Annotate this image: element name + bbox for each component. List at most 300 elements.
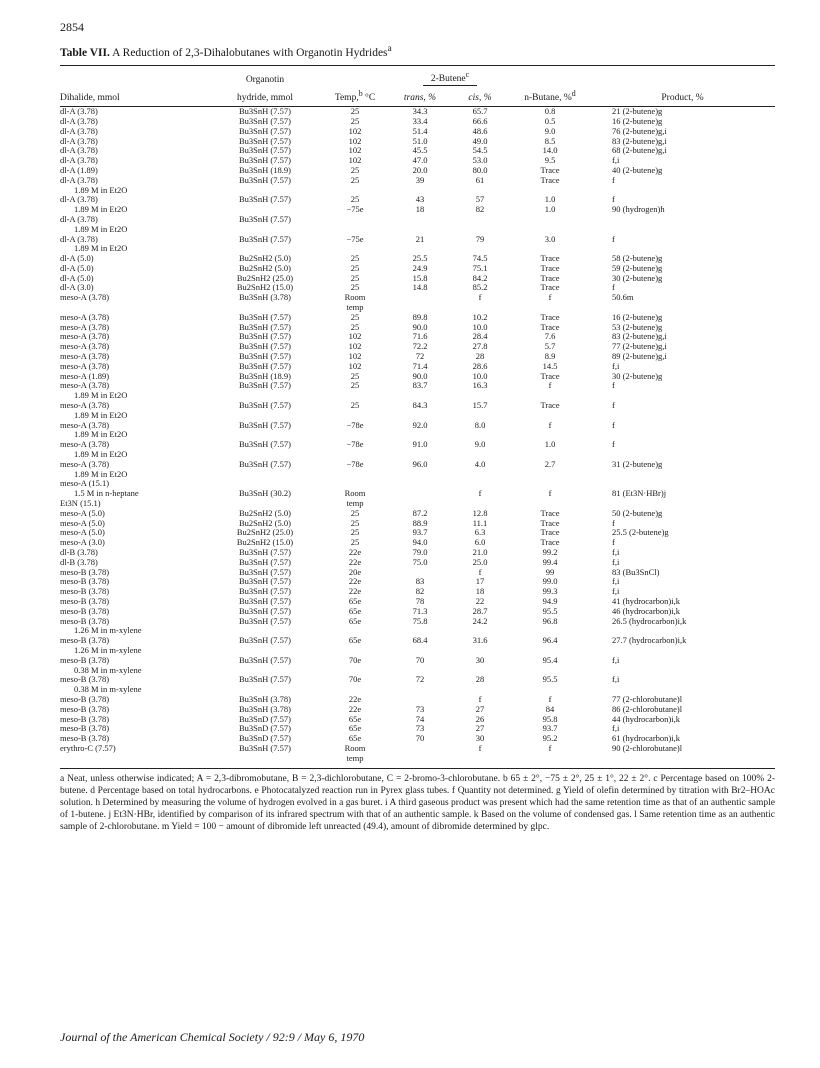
cell-trans [390, 685, 450, 695]
cell-organotin [210, 499, 320, 509]
cell-product: 83 (Bu3SnCl) [612, 567, 660, 577]
cell-organotin [210, 666, 320, 676]
cell-nbutane [510, 430, 590, 440]
cell-trans: 75.0 [412, 557, 428, 567]
cell-dihalide: 1.89 M in Et2O [74, 224, 128, 234]
cell-cis [450, 685, 510, 695]
cell-nbutane: 8.9 [544, 352, 556, 362]
cell-cis: 28 [475, 352, 485, 362]
cell-nbutane: 1.0 [544, 440, 556, 450]
cell-trans [390, 666, 450, 676]
cell-temp: 102 [348, 361, 362, 371]
table-row [60, 685, 775, 695]
cell-product [590, 430, 775, 440]
cell-cis: 15.7 [472, 401, 488, 411]
cell-nbutane: f [548, 489, 552, 499]
table-row [60, 626, 775, 636]
cell-trans: 93.7 [412, 528, 428, 538]
cell-organotin: Bu3SnH (7.57) [239, 361, 291, 371]
cell-product: 30 (2-butene)g [612, 371, 663, 381]
cell-organotin: Bu3SnH (7.57) [239, 332, 291, 342]
cell-nbutane [510, 685, 590, 695]
cell-trans [390, 430, 450, 440]
cell-temp: 65e [348, 596, 362, 606]
cell-dihalide: dl-B (3.78) [60, 548, 98, 557]
cell-temp [320, 479, 390, 489]
cell-temp: 25 [350, 263, 360, 273]
cell-trans [390, 225, 450, 235]
cell-product: f [612, 440, 615, 450]
cis-header: cis, % [450, 88, 510, 107]
cell-organotin: Bu2SnH2 (25.0) [236, 273, 294, 283]
cell-organotin: Bu3SnH (7.57) [239, 175, 291, 185]
cell-product: 25.5 (2-butene)g [612, 528, 669, 538]
cell-dihalide: meso-B (3.78) [60, 714, 110, 724]
cell-nbutane: 95.4 [542, 655, 558, 665]
cell-cis: 24.2 [472, 616, 488, 626]
table-row [60, 332, 775, 342]
cell-trans: 87.2 [412, 508, 428, 518]
cell-cis: 28.4 [472, 332, 488, 342]
table-row [60, 352, 775, 362]
cell-trans: 92.0 [412, 420, 428, 430]
organotin-header-line1: Organotin [210, 65, 320, 88]
cell-dihalide: dl-A (3.78) [60, 175, 98, 185]
cell-product: 50.6m [612, 293, 634, 303]
cell-product: 83 (2-butene)g,i [612, 136, 667, 146]
cell-temp [320, 430, 390, 440]
cell-cis [450, 225, 510, 235]
cell-dihalide: 1.89 M in Et2O [74, 430, 128, 440]
cell-nbutane: 99 [545, 567, 555, 577]
cell-dihalide: 1.89 M in Et2O [74, 410, 128, 420]
cell-cis: 31.6 [472, 636, 488, 646]
cell-dihalide: meso-A (3.0) [60, 538, 105, 548]
cell-dihalide [60, 754, 210, 764]
cell-organotin [210, 225, 320, 235]
cell-nbutane [510, 499, 590, 509]
cell-trans [390, 568, 450, 578]
cell-cis: 21.0 [472, 548, 488, 557]
cell-dihalide: dl-A (3.78) [60, 195, 98, 205]
table-row [60, 558, 775, 568]
cell-cis: 18 [475, 587, 485, 597]
cell-dihalide: meso-A (3.78) [60, 312, 110, 322]
cell-dihalide: 1.89 M in Et2O [74, 391, 128, 401]
table-row [60, 342, 775, 352]
cell-nbutane: Trace [540, 528, 560, 538]
cell-organotin [210, 430, 320, 440]
cell-product: 90 (hydrogen)h [612, 205, 665, 215]
cell-dihalide: meso-A (3.78) [60, 352, 110, 362]
cell-product: f [612, 420, 615, 430]
cell-dihalide: dl-A (5.0) [60, 263, 94, 273]
cell-cis: 28.6 [472, 361, 488, 371]
cell-nbutane: 0.8 [544, 106, 556, 117]
cell-dihalide: meso-A (3.78) [60, 401, 110, 411]
cell-trans: 33.4 [412, 116, 428, 126]
cell-dihalide: meso-A (3.78) [60, 332, 110, 342]
cell-temp: 22e [348, 694, 362, 704]
cell-dihalide: dl-A (3.78) [60, 214, 98, 224]
cell-temp: 25 [350, 528, 360, 538]
cell-product: f [612, 518, 615, 528]
cell-trans [390, 744, 450, 754]
cell-dihalide: dl-A (3.78) [60, 156, 98, 166]
cell-product [590, 244, 775, 254]
cell-nbutane [510, 450, 590, 460]
cell-product: 90 (2-chlorobutane)l [612, 743, 683, 753]
table-row [60, 137, 775, 147]
cell-trans: 94.0 [412, 538, 428, 548]
table-row [60, 225, 775, 235]
cell-temp: 102 [348, 136, 362, 146]
cell-temp: 25 [350, 116, 360, 126]
table-row [60, 450, 775, 460]
cell-nbutane: 9.5 [544, 156, 556, 166]
cell-temp: 102 [348, 146, 362, 156]
table-row [60, 283, 775, 293]
table-row [60, 705, 775, 715]
cell-trans: 78 [415, 596, 425, 606]
table-row [60, 107, 775, 117]
cell-temp: 25 [350, 371, 360, 381]
cell-dihalide: meso-B (3.78) [60, 587, 110, 597]
cell-temp: 25 [350, 401, 360, 411]
cell-organotin: Bu3SnH (7.57) [239, 743, 291, 753]
cell-product: 21 (2-butene)g [612, 106, 663, 117]
cell-dihalide: 1.89 M in Et2O [74, 205, 128, 215]
cell-dihalide: meso-B (3.78) [60, 606, 110, 616]
cell-trans: 51.0 [412, 136, 428, 146]
cell-product: 27.7 (hydrocarbon)i,k [612, 636, 687, 646]
cell-organotin: Bu3SnH (3.78) [239, 704, 291, 714]
table-row [60, 391, 775, 401]
cell-trans [390, 499, 450, 509]
cell-dihalide: meso-A (5.0) [60, 518, 105, 528]
cell-temp: 25 [350, 518, 360, 528]
cell-nbutane: f [548, 293, 552, 303]
cell-dihalide: meso-B (3.78) [60, 675, 110, 685]
cell-organotin: Bu3SnH (7.57) [239, 596, 291, 606]
cell-temp: 70e [348, 655, 362, 665]
cell-organotin: Bu3SnH (7.57) [239, 312, 291, 322]
cell-cis: f [478, 743, 482, 753]
cell-temp: 25 [350, 508, 360, 518]
cell-organotin: Bu3SnH (3.78) [239, 694, 291, 704]
cell-temp: 22e [348, 548, 362, 557]
cell-organotin: Bu3SnH (7.57) [239, 587, 291, 597]
cell-organotin: Bu2SnH2 (15.0) [236, 538, 294, 548]
cell-temp: 65e [348, 714, 362, 724]
cell-temp: 25 [350, 381, 360, 391]
cell-product: f,i [612, 724, 620, 734]
cell-organotin: Bu3SnH (7.57) [239, 146, 291, 156]
cell-product [590, 215, 775, 225]
table-header [60, 65, 775, 106]
cell-organotin: Bu3SnH (7.57) [239, 420, 291, 430]
cell-trans: 79.0 [412, 548, 428, 557]
cell-dihalide [60, 303, 210, 313]
cell-organotin: Bu3SnD (7.57) [239, 724, 291, 734]
cell-nbutane: 99.0 [542, 577, 558, 587]
cell-nbutane [510, 225, 590, 235]
cell-organotin: Bu2SnH2 (25.0) [236, 528, 294, 538]
cell-nbutane: f [548, 381, 552, 391]
cell-organotin [210, 450, 320, 460]
cell-product [590, 303, 775, 313]
cell-cis: 26 [475, 714, 485, 724]
cell-trans: 51.4 [412, 126, 428, 136]
cell-organotin: Bu3SnH (7.57) [239, 322, 291, 332]
cell-nbutane: 95.5 [542, 675, 558, 685]
cell-product: 44 (hydrocarbon)i,k [612, 714, 680, 724]
cell-trans: 24.9 [412, 263, 428, 273]
cell-nbutane: f [548, 694, 552, 704]
table-row [60, 548, 775, 558]
cell-trans: 15.8 [412, 273, 428, 283]
cell-organotin [210, 391, 320, 401]
cell-temp: 65e [348, 606, 362, 616]
cell-trans [390, 215, 450, 225]
cell-product [590, 470, 775, 480]
cell-nbutane [510, 470, 590, 480]
cell-trans: 71.4 [412, 361, 428, 371]
table-row [60, 264, 775, 274]
cell-cis: 10.0 [472, 322, 488, 332]
cell-cis: 27 [475, 704, 485, 714]
cell-product [590, 186, 775, 196]
table-row [60, 303, 775, 313]
table-row [60, 597, 775, 607]
cell-dihalide: meso-A (3.78) [60, 361, 110, 371]
cell-dihalide: 1.26 M in m-xylene [74, 645, 142, 655]
cell-cis [450, 499, 510, 509]
cell-temp: 25 [350, 165, 360, 175]
cell-organotin: Bu3SnH (7.57) [239, 606, 291, 616]
cell-product: 46 (hydrocarbon)i,k [612, 606, 680, 616]
table-caption [60, 43, 775, 59]
cell-product: f,i [612, 156, 620, 166]
table-row [60, 460, 775, 470]
cell-dihalide: meso-A (3.78) [60, 381, 110, 391]
cell-temp: 25 [350, 273, 360, 283]
table-row [60, 293, 775, 303]
cell-organotin: Bu3SnH (18.9) [239, 371, 291, 381]
cell-cis: 54.5 [472, 146, 488, 156]
cell-dihalide: meso-A (3.78) [60, 322, 110, 332]
cell-trans: 90.0 [412, 371, 428, 381]
cell-temp [320, 215, 390, 225]
table-row [60, 470, 775, 480]
cell-product: 31 (2-butene)g [612, 459, 663, 469]
cell-product: f,i [612, 675, 620, 685]
cell-product [590, 225, 775, 235]
cell-trans: 70 [415, 655, 425, 665]
cell-product: f,i [612, 655, 620, 665]
cell-cis [450, 754, 510, 764]
cell-cis: 28.7 [472, 606, 488, 616]
cell-organotin: Bu2SnH2 (5.0) [239, 518, 291, 528]
cell-temp: −78e [346, 459, 364, 469]
cell-nbutane: f [548, 743, 552, 753]
cell-nbutane: 99.4 [542, 557, 558, 567]
cell-nbutane: 99.3 [542, 587, 558, 597]
cell-dihalide: meso-A (5.0) [60, 508, 105, 518]
cell-product [590, 479, 775, 489]
cell-dihalide: meso-B (3.78) [60, 734, 110, 744]
cell-nbutane: Trace [540, 508, 560, 518]
cell-dihalide: meso-A (3.78) [60, 342, 110, 352]
cell-temp [320, 186, 390, 196]
cell-dihalide: dl-A (5.0) [60, 254, 94, 264]
cell-product: f [612, 381, 615, 391]
cell-nbutane: Trace [540, 165, 560, 175]
cell-cis: 16.3 [472, 381, 488, 391]
cell-trans: 88.9 [412, 518, 428, 528]
cell-organotin [210, 470, 320, 480]
cell-nbutane: 8.5 [544, 136, 556, 146]
cell-trans: 34.3 [412, 106, 428, 117]
cell-product [590, 391, 775, 401]
table-row [60, 166, 775, 176]
table-row [60, 313, 775, 323]
cell-nbutane: Trace [540, 322, 560, 332]
cell-product: 68 (2-butene)g,i [612, 146, 667, 156]
cell-organotin: Bu3SnH (7.57) [239, 675, 291, 685]
cell-trans: 39 [415, 175, 425, 185]
cell-temp: 102 [348, 332, 362, 342]
cell-product: 77 (2-butene)g,i [612, 342, 667, 352]
cell-dihalide: meso-A (3.78) [60, 293, 110, 303]
cell-nbutane: 5.7 [544, 342, 556, 352]
cell-nbutane: Trace [540, 401, 560, 411]
cell-cis: f [478, 567, 482, 577]
cell-dihalide: dl-B (3.78) [60, 557, 98, 567]
cell-nbutane: 93.7 [542, 724, 558, 734]
cell-cis: 65.7 [472, 106, 488, 117]
cell-organotin: Bu3SnH (7.57) [239, 616, 291, 626]
cell-dihalide: meso-B (3.78) [60, 655, 110, 665]
cell-trans: 71.3 [412, 606, 428, 616]
table-row [60, 754, 775, 764]
cell-cis: 4.0 [474, 459, 486, 469]
cell-temp: 102 [348, 342, 362, 352]
table-row [60, 519, 775, 529]
cell-temp: 22e [348, 577, 362, 587]
table-row [60, 254, 775, 264]
cell-organotin: Bu2SnH2 (5.0) [239, 254, 291, 264]
table-row [60, 656, 775, 666]
cell-nbutane: 7.6 [544, 332, 556, 342]
cell-dihalide: meso-B (3.78) [60, 567, 110, 577]
table-row [60, 411, 775, 421]
cell-trans [390, 626, 450, 636]
cell-trans [390, 489, 450, 499]
cell-product [590, 411, 775, 421]
cell-trans [390, 293, 450, 303]
cell-cis: 30 [475, 734, 485, 744]
cell-temp: 102 [348, 352, 362, 362]
cell-temp: 25 [350, 175, 360, 185]
cell-product: 83 (2-butene)g,i [612, 332, 667, 342]
cell-product [590, 646, 775, 656]
table-row [60, 489, 775, 499]
cell-trans [390, 411, 450, 421]
cell-nbutane: 9.0 [544, 126, 556, 136]
table-row [60, 607, 775, 617]
table-row [60, 146, 775, 156]
cell-nbutane: Trace [540, 283, 560, 293]
cell-nbutane: Trace [540, 371, 560, 381]
cell-dihalide: dl-A (1.89) [60, 165, 98, 175]
cell-nbutane [510, 186, 590, 196]
cell-nbutane [510, 626, 590, 636]
nbutane-header: n-Butane, %$^d$ [510, 88, 590, 107]
cell-organotin: Bu3SnH (7.57) [239, 459, 291, 469]
cell-dihalide: meso-B (3.78) [60, 694, 110, 704]
cell-cis: f [478, 489, 482, 499]
cell-temp: temp [346, 753, 364, 763]
cell-nbutane: Trace [540, 263, 560, 273]
cell-organotin: Bu3SnD (7.57) [239, 734, 291, 744]
journal-page [60, 20, 775, 833]
table-row [60, 362, 775, 372]
cell-temp: 25 [350, 538, 360, 548]
cell-product: f [612, 283, 615, 293]
cell-temp: 25 [350, 195, 360, 205]
cell-product: 26.5 (hydrocarbon)i,k [612, 616, 687, 626]
cell-trans: 89.8 [412, 312, 428, 322]
table-row [60, 117, 775, 127]
cell-nbutane: Trace [540, 312, 560, 322]
cell-nbutane: 95.8 [542, 714, 558, 724]
cell-cis: 79 [475, 234, 485, 244]
cell-product [590, 685, 775, 695]
cell-organotin [210, 646, 320, 656]
cell-temp: 25 [350, 254, 360, 264]
table-row [60, 568, 775, 578]
cell-nbutane: Trace [540, 273, 560, 283]
cell-product: 89 (2-butene)g,i [612, 352, 667, 362]
cell-organotin: Bu3SnH (7.57) [239, 440, 291, 450]
cell-cis [450, 450, 510, 460]
cell-trans: 83.7 [412, 381, 428, 391]
cell-organotin: Bu3SnH (7.57) [239, 156, 291, 166]
cell-cis [450, 186, 510, 196]
cell-trans [390, 470, 450, 480]
cell-cis: 75.1 [472, 263, 488, 273]
table-row [60, 244, 775, 254]
cell-temp: 70e [348, 675, 362, 685]
product-header: Product, % [590, 88, 775, 107]
cell-trans: 43 [415, 195, 425, 205]
butene-group-header: 2-Butene$^c$ [390, 65, 510, 88]
cell-temp: 25 [350, 322, 360, 332]
cell-cis: f [478, 293, 482, 303]
table-row [60, 715, 775, 725]
table-row [60, 695, 775, 705]
cell-trans: 74 [415, 714, 425, 724]
cell-nbutane: 99.2 [542, 548, 558, 557]
cell-temp: −78e [346, 440, 364, 450]
cell-dihalide: 0.38 M in m-xylene [74, 665, 142, 675]
cell-trans: 47.0 [412, 156, 428, 166]
cell-temp: 25 [350, 312, 360, 322]
cell-cis [450, 411, 510, 421]
data-table [60, 65, 775, 764]
cell-trans [390, 303, 450, 313]
